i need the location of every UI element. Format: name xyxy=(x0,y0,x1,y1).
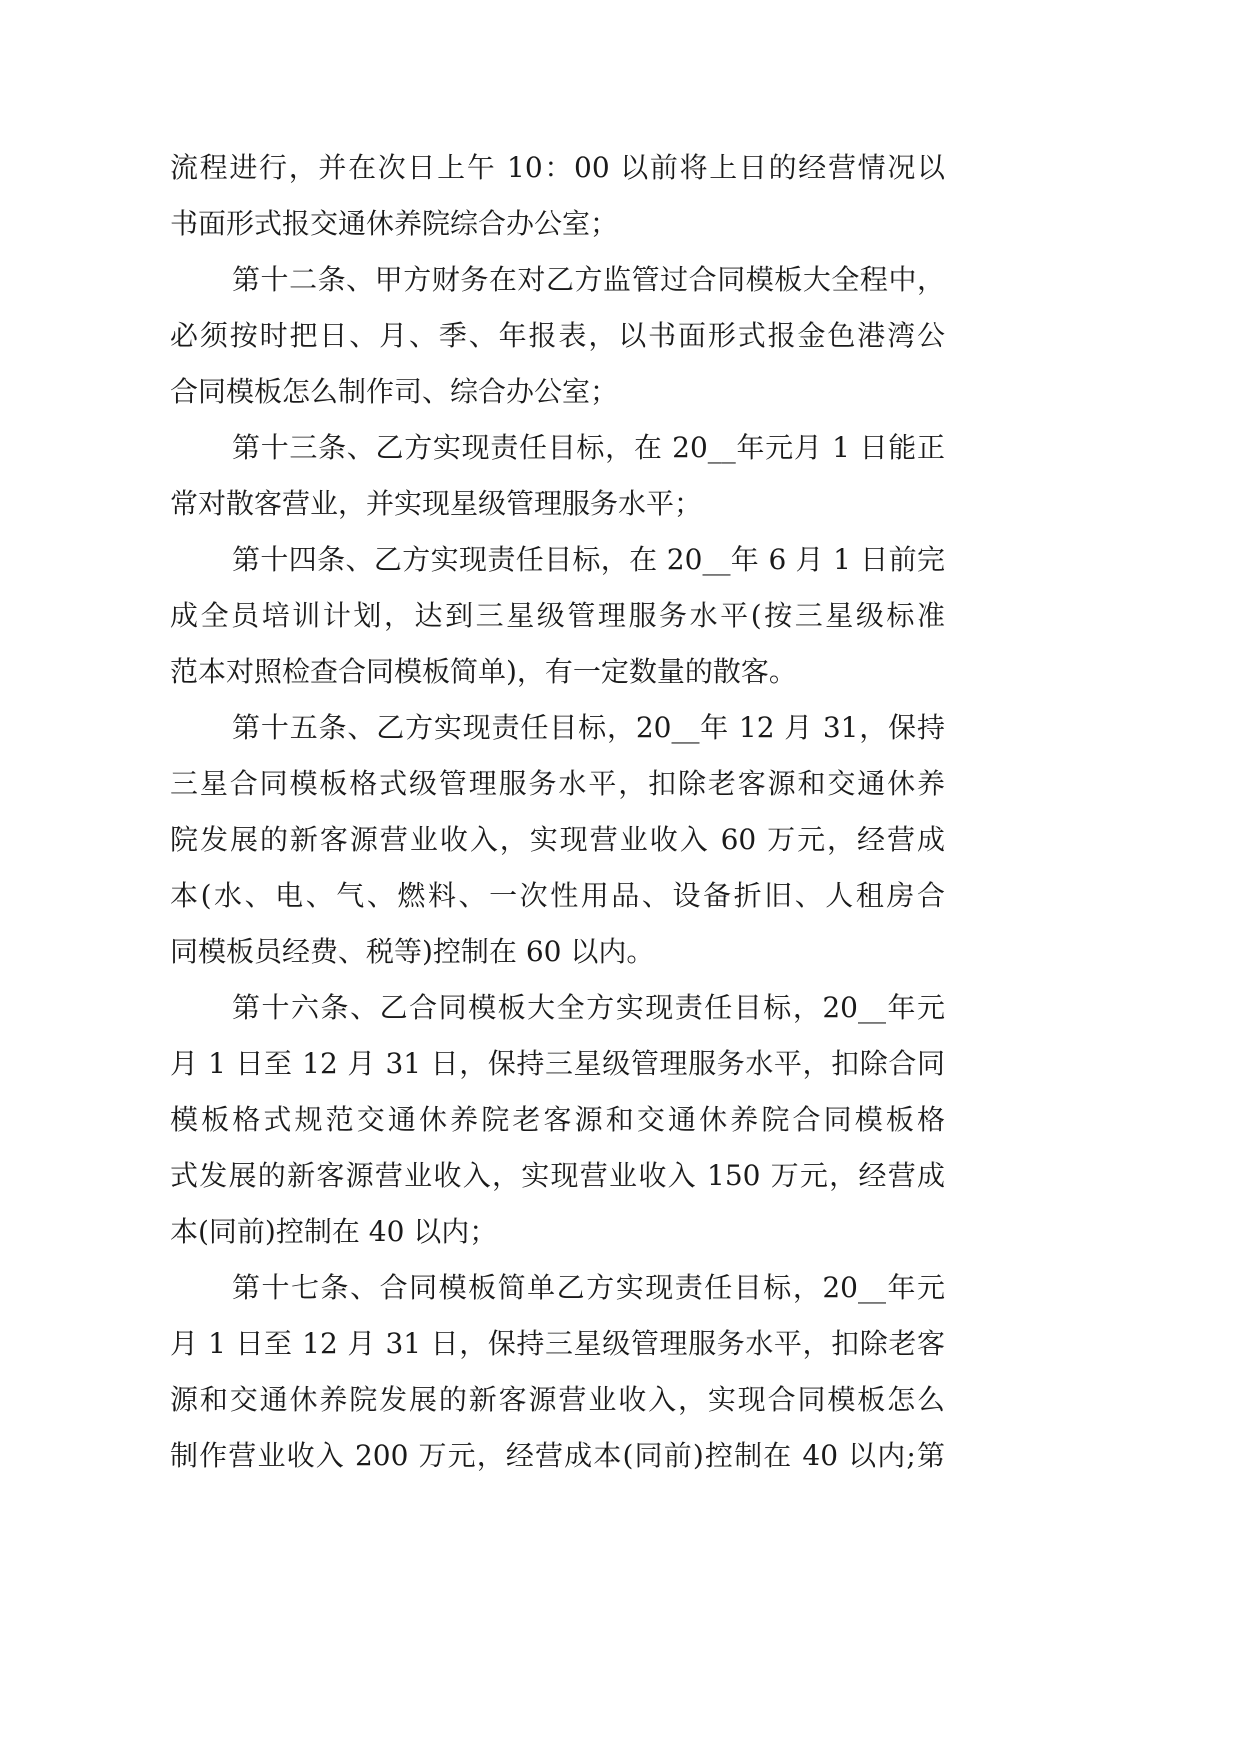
text-line-1: 流程进行，并在次日上午 10：00 以前将上日的经营情况以 xyxy=(170,151,945,184)
paragraph-13-line-1: 第十三条、乙方实现责任目标，在 20__年元月 1 日能正 xyxy=(232,431,945,464)
paragraph-15-line-2: 三星合同模板格式级管理服务水平，扣除老客源和交通休养 xyxy=(170,767,945,800)
paragraph-15-line-3: 院发展的新客源营业收入，实现营业收入 60 万元，经营成 xyxy=(170,823,945,856)
paragraph-15-line-1: 第十五条、乙方实现责任目标，20__年 12 月 31，保持 xyxy=(232,711,945,744)
text-line-2: 书面形式报交通休养院综合办公室； xyxy=(170,207,619,240)
paragraph-14-line-3: 范本对照检查合同模板简单)，有一定数量的散客。 xyxy=(170,655,797,688)
paragraph-17-line-4: 制作营业收入 200 万元，经营成本(同前)控制在 40 以内;第 xyxy=(170,1439,945,1472)
paragraph-15-line-5: 同模板员经费、税等)控制在 60 以内。 xyxy=(170,935,655,968)
paragraph-12-line-1: 第十二条、甲方财务在对乙方监管过合同模板大全程中， xyxy=(232,263,945,296)
paragraph-17-line-2: 月 1 日至 12 月 31 日，保持三星级管理服务水平，扣除老客 xyxy=(170,1327,945,1360)
paragraph-16-line-1: 第十六条、乙合同模板大全方实现责任目标，20__年元 xyxy=(232,991,945,1024)
paragraph-16-line-2: 月 1 日至 12 月 31 日，保持三星级管理服务水平，扣除合同 xyxy=(170,1047,945,1080)
paragraph-14-line-1: 第十四条、乙方实现责任目标，在 20__年 6 月 1 日前完 xyxy=(232,543,945,576)
paragraph-14-line-2: 成全员培训计划，达到三星级管理服务水平(按三星级标准 xyxy=(170,599,945,632)
paragraph-16-line-3: 模板格式规范交通休养院老客源和交通休养院合同模板格 xyxy=(170,1103,945,1136)
paragraph-16-line-5: 本(同前)控制在 40 以内； xyxy=(170,1215,498,1248)
paragraph-12-line-2: 必须按时把日、月、季、年报表，以书面形式报金色港湾公 xyxy=(170,319,945,352)
paragraph-13-line-2: 常对散客营业，并实现星级管理服务水平； xyxy=(170,487,703,520)
paragraph-15-line-4: 本(水、电、气、燃料、一次性用品、设备折旧、人租房合 xyxy=(170,879,945,912)
paragraph-17-line-1: 第十七条、合同模板简单乙方实现责任目标，20__年元 xyxy=(232,1271,945,1304)
paragraph-16-line-4: 式发展的新客源营业收入，实现营业收入 150 万元，经营成 xyxy=(170,1159,945,1192)
paragraph-12-line-3: 合同模板怎么制作司、综合办公室； xyxy=(170,375,619,408)
paragraph-17-line-3: 源和交通休养院发展的新客源营业收入，实现合同模板怎么 xyxy=(170,1383,945,1416)
